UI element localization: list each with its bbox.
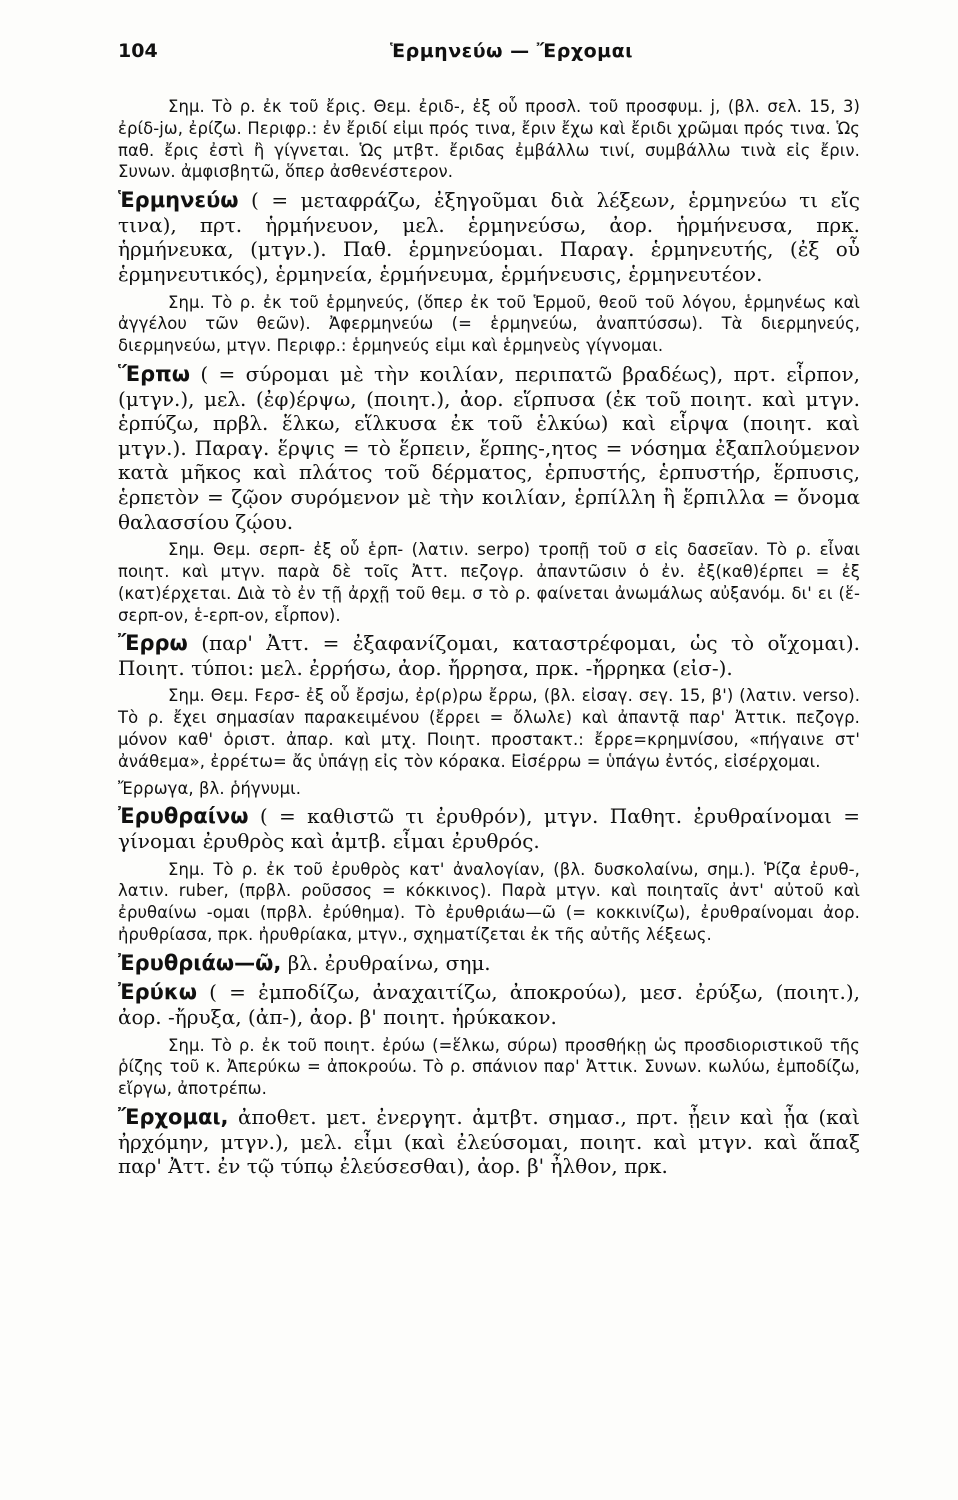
- dictionary-entry: [118, 188, 860, 286]
- cross-reference-text: Ἔρρωγα, βλ. ῥήγνυμι.: [118, 778, 302, 798]
- entry-note: [118, 1035, 860, 1100]
- dictionary-entry: [118, 631, 860, 680]
- dictionary-entry: [118, 980, 860, 1029]
- page-number: 104: [118, 40, 158, 62]
- entry-headword: Ἐρυθραίνω: [118, 804, 249, 829]
- note-text: Σημ. Θεμ. Fερσ- ἐξ οὗ ἔρσjω, ἐρ(ρ)ρω ἔρρω, (βλ. εἰσαγ. σεγ. 15, β') (λατιν. verso). Τὸ ρ. ἔχει σημασίαν παρακειμένου (ἔρρει = ὄλωλε) καὶ ἀπαντᾷ παρ' Ἀττικ. πεζογρ. μόνον καθ' ὁριστ. ἀπαρ. καὶ μτχ. Ποιητ. προστακτ.: ἔρρε=κρημνίσου, «πήγαινε στ' ἀνάθεμα», ἐρρέτω= ἄς ὑπάγῃ εἰς τὸν κόρακα. Εἰσέρρω = ὑπάγω ἐντός, εἰσέρχομαι.: [118, 686, 860, 771]
- dictionary-entry: [118, 1105, 860, 1179]
- note-text: Σημ. Τὸ ρ. ἐκ τοῦ ἐρυθρὸς κατ' ἀναλογίαν, (βλ. δυσκολαίνω, σημ.). Ῥίζα ἐρυθ-, λατιν. ruber, (πρβλ. ροῦσσος = κόκκινος). Παρὰ μτγν. καὶ ποιηταῖς ἀντ' αὐτοῦ καὶ ἐρυθαίνω -ομαι (πρβλ. ἐρύθημα). Τὸ ἐρυθριάω—ῶ (= κοκκινίζω), ἐρυθραίνομαι ἀορ. ἠρυθρίασα, πρκ. ἠρυθρίακα, μτγν., σχηματίζεται ἐκ τῆς αὐτῆς λέξεως.: [118, 859, 860, 945]
- entry-headword: Ἐρύκω: [118, 980, 198, 1005]
- entry-headword: Ἔρρω: [118, 631, 188, 656]
- entry-definition: ( = ἐμποδίζω, ἀναχαιτίζω, ἀποκρούω), μεσ. ἐρύξω, (ποιητ.), ἀορ. -ἤρυξα, (ἀπ-), ἀορ. β' ποιητ. ἠρύκακον.: [118, 980, 860, 1030]
- running-head: Ἑρμηνεύω — Ἔρχομαι: [390, 40, 634, 62]
- note-text: Σημ. Τὸ ρ. ἐκ τοῦ ποιητ. ἐρύω (=ἕλκω, σύρω) προσθήκῃ ὡς προσδιοριστικοῦ τῆς ῥίζης τοῦ κ. Ἀπερύκω = ἀποκρούω. Τὸ ρ. σπάνιον παρ' Ἀττικ. Συνων. κωλύω, ἐμποδίζω, εἴργω, ἀποτρέπω.: [118, 1035, 860, 1099]
- entry-definition: ( = μεταφράζω, ἐξηγοῦμαι διὰ λέξεων, ἑρμηνεύω τι εἴς τινα), πρτ. ἡρμήνευον, μελ. ἑρμηνεύσω, ἀορ. ἡρμήνευσα, πρκ. ἡρμήνευκα, (μτγν.). Παθ. ἑρμηνεύομαι. Παραγ. ἑρμηνευτής, (ἐξ οὗ ἑρμηνευτικός), ἑρμηνεία, ἑρμήνευμα, ἑρμήνευσις, ἑρμηνευτέον.: [118, 188, 860, 286]
- note-text: Σημ. Τὸ ρ. ἐκ τοῦ ἑρμηνεύς, (ὅπερ ἐκ τοῦ Ἑρμοῦ, θεοῦ τοῦ λόγου, ἑρμηνέως καὶ ἀγγέλου τῶν θεῶν). Ἀφερμηνεύω (= ἑρμηνεύω, ἀναπτύσσω). Τὰ διερμηνεύς, διερμηνεύω, μτγν. Περιφρ.: ἑρμηνεύς εἰμι καὶ ἑρμηνεὺς γίγνομαι.: [118, 292, 860, 356]
- entry-definition: ἀποθετ. μετ. ἐνεργητ. ἀμτβτ. σημασ., πρτ. ᾖειν καὶ ᾖα (καὶ ἠρχόμην, μτγν.), μελ. εἶμι (καὶ ἐλεύσομαι, ποιητ. καὶ μτγν. καὶ ἅπαξ παρ' Ἀττ. ἐν τῷ τύπῳ ἐλεύσεσθαι), ἀορ. β' ἦλθον, πρκ.: [118, 1105, 860, 1179]
- page-header: [118, 40, 858, 80]
- dictionary-body: [118, 96, 860, 1184]
- dictionary-entry: [118, 951, 860, 976]
- entry-definition: ( = καθιστῶ τι ἐρυθρόν), μτγν. Παθητ. ἐρυθραίνομαι = γίνομαι ἐρυθρὸς καὶ ἀμτβ. εἶμαι ἐρυθρός.: [118, 804, 860, 854]
- dictionary-entry: [118, 362, 860, 534]
- entry-note: [118, 96, 860, 183]
- cross-reference: [118, 778, 860, 800]
- entry-definition: βλ. ἐρυθραίνω, σημ.: [281, 950, 491, 975]
- entry-note: [118, 859, 860, 946]
- entry-note: [118, 685, 860, 772]
- entry-definition: ( = σύρομαι μὲ τὴν κοιλίαν, περιπατῶ βραδέως), πρτ. εἷρπον, (μτγν.), μελ. (ἐφ)έρψω, (ποιητ.), ἀορ. εἵρπυσα (ἐκ τοῦ ποιητ. καὶ μτγν. ἑρπύζω, πρβλ. ἕλκω, εἵλκυσα ἐκ τοῦ ἑλκύω) καὶ εἷρψα (ποιητ. καὶ μτγν.). Παραγ. ἕρψις = τὸ ἕρπειν, ἕρπης-,ητος = νόσημα ἐξαπλούμενον κατὰ μῆκος καὶ πλάτος τοῦ δέρματος, ἑρπυστής, ἑρπυστήρ, ἕρπυσις, ἑρπετὸν = ζῷον συρόμενον μὲ τὴν κοιλίαν, ἑρπίλλη ἢ ἕρπιλλα = ὄνομα θαλασσίου ζῴου.: [118, 361, 860, 534]
- dictionary-entry: [118, 804, 860, 853]
- note-text: Σημ. Θεμ. σερπ- ἐξ οὗ ἑρπ- (λατιν. serpo) τροπῇ τοῦ σ εἰς δασεῖαν. Τὸ ρ. εἶναι ποιητ. καὶ μτγν. παρὰ δὲ τοῖς Ἀττ. πεζογρ. ἀπαντῶσιν ὁ ἐν. ἐξ(καθ)έρπει = ἐξ (κατ)έρχεται. Διὰ τὸ ἐν τῇ ἀρχῇ τοῦ θεμ. σ τὸ ρ. φαίνεται ἀνωμάλως αὐξανόμ. δι' ει (ἕ-σερπ-ον, ἑ-ερπ-ον, εἷρπον).: [118, 540, 860, 625]
- entry-headword: Ἕρπω: [118, 361, 190, 386]
- entry-headword: Ἐρυθριάω—ῶ,: [118, 950, 282, 975]
- entry-definition: (παρ' Ἀττ. = ἐξαφανίζομαι, καταστρέφομαι, ὡς τὸ οἴχομαι). Ποιητ. τύποι: μελ. ἐρρήσω, ἀορ. ἤρρησα, πρκ. -ἤρρηκα (εἰσ-).: [118, 631, 860, 680]
- note-text: Σημ. Τὸ ρ. ἐκ τοῦ ἔρις. Θεμ. ἐριδ-, ἐξ οὗ προσλ. τοῦ προσφυμ. j, (βλ. σελ. 15, 3) ἐρίδ-jω, ἐρίζω. Περιφρ.: ἐν ἔριδί εἰμι πρός τινα, ἔριν ἔχω καὶ ἔριδι χρῶμαι πρός τινα. Ὡς παθ. ἔρις ἐστὶ ἢ γίγνεται. Ὡς μτβτ. ἔριδας ἐμβάλλω τινί, συμβάλλω τινὰ εἰς ἔριν. Συνων. ἀμφισβητῶ, ὅπερ ἀσθενέστερον.: [118, 97, 860, 182]
- entry-headword: Ἔρχομαι,: [118, 1105, 229, 1130]
- entry-headword: Ἑρμηνεύω: [118, 188, 239, 213]
- entry-note: [118, 292, 860, 357]
- entry-note: [118, 539, 860, 626]
